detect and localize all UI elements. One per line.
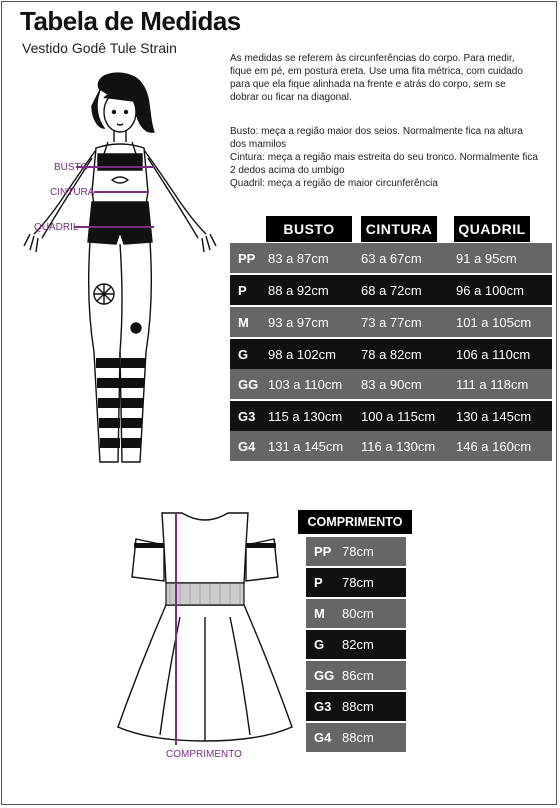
length-value: 78cm	[342, 575, 374, 590]
size-label: M	[238, 314, 249, 330]
header-cintura: CINTURA	[361, 216, 437, 242]
definition-text: : meça a região de maior circunferência	[262, 178, 438, 189]
size-row-m	[230, 307, 552, 337]
definition-text: : meça a região mais estreita do seu tronco. Normalmente fica 2 dedos acima do umbigo	[230, 152, 538, 176]
length-value: 88cm	[342, 730, 374, 745]
length-row-pp	[306, 537, 406, 566]
dress-illustration	[110, 505, 300, 765]
cintura-value: 116 a 130cm	[361, 438, 436, 454]
length-value: 88cm	[342, 699, 374, 714]
size-label: G3	[238, 408, 256, 424]
size-label: GG	[238, 376, 259, 392]
busto-value: 83 a 87cm	[268, 250, 329, 266]
size-label: PP	[238, 250, 256, 266]
header-comprimento: COMPRIMENTO	[298, 510, 412, 534]
quadril-value: 91 a 95cm	[456, 250, 517, 266]
quadril-value: 96 a 100cm	[456, 282, 524, 298]
size-label: G4	[238, 438, 256, 454]
definition-term: Busto	[230, 126, 256, 137]
size-label: P	[314, 575, 323, 590]
definition-text: : meça a região maior dos seios. Normalmente fica na altura dos mamilos	[230, 126, 523, 150]
length-row-gg	[306, 661, 406, 690]
busto-value: 103 a 110cm	[268, 376, 343, 392]
definition-quadril	[230, 177, 540, 190]
cintura-value: 83 a 90cm	[361, 376, 422, 392]
size-row-p	[230, 275, 552, 305]
length-value: 86cm	[342, 668, 374, 683]
busto-value: 115 a 130cm	[268, 408, 343, 424]
size-label: P	[238, 282, 247, 298]
definition-term: Cintura	[230, 152, 263, 163]
page-subtitle: Vestido Godê Tule Strain	[22, 40, 177, 56]
quadril-label: QUADRIL	[34, 222, 79, 233]
page-title: Tabela de Medidas	[20, 6, 241, 36]
cintura-value: 68 a 72cm	[361, 282, 422, 298]
size-row-pp	[230, 243, 552, 273]
quadril-value: 111 a 118cm	[456, 376, 529, 392]
cintura-label: CINTURA	[50, 187, 95, 198]
size-label: G3	[314, 699, 332, 714]
quadril-value: 101 a 105cm	[456, 314, 532, 330]
length-row-g4	[306, 723, 406, 752]
length-value: 78cm	[342, 544, 374, 559]
busto-value: 98 a 102cm	[268, 346, 336, 362]
comprimento-label: COMPRIMENTO	[166, 749, 242, 760]
header-busto: BUSTO	[266, 216, 352, 242]
length-row-m	[306, 599, 406, 628]
definition-term: Quadril	[230, 178, 263, 189]
size-row-g3	[230, 401, 552, 431]
length-row-g	[306, 630, 406, 659]
busto-value: 93 a 97cm	[268, 314, 329, 330]
cintura-value: 73 a 77cm	[361, 314, 422, 330]
intro-text: As medidas se referem às circunferências do corpo. Para medir, fique em pé, em postura ereta. Use uma fita métrica, com cuidado para que ela fique alinhada na frente e atrás do corpo, sem se dobrar ou ficar na diagonal.	[230, 53, 523, 103]
quadril-value: 146 a 160cm	[456, 438, 532, 454]
cintura-value: 63 a 67cm	[361, 250, 422, 266]
size-label: G4	[314, 730, 332, 745]
definition-busto	[230, 125, 540, 151]
size-label: PP	[314, 544, 332, 559]
size-label: M	[314, 606, 325, 621]
size-label: G	[238, 346, 249, 362]
header-quadril: QUADRIL	[454, 216, 530, 242]
busto-value: 88 a 92cm	[268, 282, 329, 298]
size-row-g4	[230, 431, 552, 461]
length-row-g3	[306, 692, 406, 721]
body-figure-illustration	[20, 62, 230, 482]
length-value: 80cm	[342, 606, 374, 621]
definitions	[230, 125, 540, 190]
quadril-value: 130 a 145cm	[456, 408, 532, 424]
cintura-value: 78 a 82cm	[361, 346, 422, 362]
cintura-value: 100 a 115cm	[361, 408, 436, 424]
size-label: GG	[314, 668, 335, 683]
length-row-p	[306, 568, 406, 597]
definition-cintura	[230, 151, 540, 177]
length-value: 82cm	[342, 637, 374, 652]
size-row-g	[230, 339, 552, 369]
size-row-gg	[230, 369, 552, 399]
size-label: G	[314, 637, 325, 652]
quadril-value: 106 a 110cm	[456, 346, 531, 362]
busto-value: 131 a 145cm	[268, 438, 344, 454]
busto-label: BUSTO	[54, 162, 89, 173]
